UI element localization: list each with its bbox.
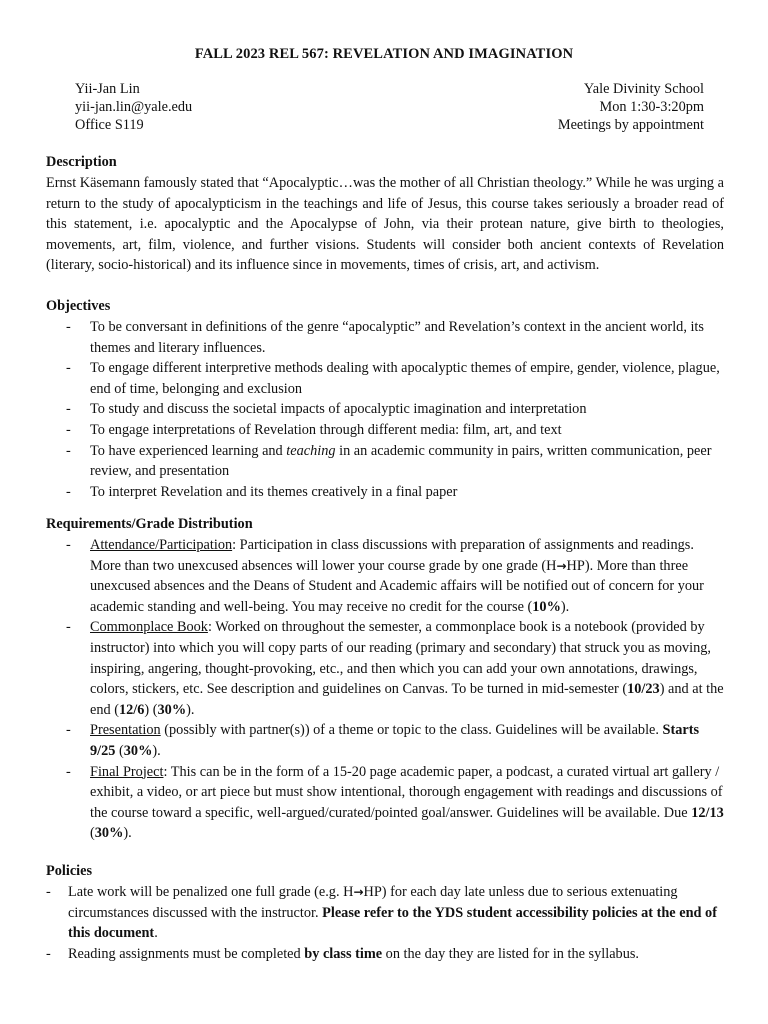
requirement-label: Presentation <box>90 722 161 739</box>
instructor-info <box>75 80 192 134</box>
school-name: Yale Divinity School <box>583 81 704 97</box>
requirement-text: ( <box>90 825 95 842</box>
requirement-text: ). <box>123 825 132 842</box>
requirements-section <box>46 514 724 844</box>
objectives-list <box>46 317 724 502</box>
requirement-text: : Worked on throughout the semester, a commonplace book is a notebook (provided by instructor) into which you will copy parts of our reading (primary and secondary) that struck you as moving, inspiring, angering, thought-provoking, etc., and then which you can add your own annotations, drawings, colors, stickers, etc. See description and guidelines on Canvas. To be turned in mid-semester ( <box>90 619 711 698</box>
description-heading: Description <box>46 154 117 170</box>
requirement-text: ). <box>152 742 161 759</box>
description-text: Ernst Käsemann famously stated that “Apocalyptic…was the mother of all Christian theology.” While he was urging a return to the study of apocalypticism in the teachings and life of Jesus, this course takes seriously a broader read of this statement, i.e. apocalyptic and the Apocalypse of John, via their protean nature, give birth to theologies, movements, art, film, violence, and further visions. Students will consider both ancient contexts of Revelation (literary, socio-historical) and its influence since in movements, times of crisis, art, and activism. <box>46 175 724 274</box>
policies-heading: Policies <box>46 863 93 879</box>
grade-weight: 10% <box>532 598 561 615</box>
objective-item: - To engage different interpretive methods dealing with apocalyptic themes of empire, gender, violence, plague, end of time, belonging and exclusion <box>46 358 724 399</box>
requirement-text: HP). More than three unexcused absences and the Deans of Student and Academic affairs will be notified out of concern for your academic standing and well-being. You may receive no credit for the course ( <box>90 557 704 615</box>
policy-text: . <box>154 925 158 942</box>
objective-text: in an academic community in pairs, written communication, peer review, and presentation <box>90 442 712 480</box>
grade-weight: 30% <box>123 742 153 759</box>
due-date: 10/23 <box>627 681 660 698</box>
requirement-label: Attendance/Participation <box>90 537 233 553</box>
course-info <box>558 80 704 134</box>
start-date: Starts 9/25 <box>90 722 700 759</box>
requirement-text: ) ( <box>144 701 158 718</box>
description-section <box>46 152 724 276</box>
requirement-label: Final Project <box>90 763 164 780</box>
objective-item: - To interpret Revelation and its themes creatively in a final paper <box>46 482 724 503</box>
requirement-final-project <box>46 762 724 844</box>
requirement-text: ). <box>560 598 570 615</box>
requirement-text: ). <box>186 701 195 718</box>
policy-text: Late work will be penalized one full grade (e.g. H <box>68 884 354 900</box>
meetings-note: Meetings by appointment <box>557 117 704 133</box>
meeting-time: Mon 1:30-3:20pm <box>599 99 704 115</box>
due-date: 12/6 <box>118 701 145 718</box>
objective-item: - To be conversant in definitions of the genre “apocalyptic” and Revelation’s context in the ancient world, its themes and literary influences. <box>46 317 724 358</box>
objectives-heading: Objectives <box>46 298 111 314</box>
policy-emphasis: by class time <box>304 945 383 962</box>
objectives-section <box>46 296 724 502</box>
requirement-attendance <box>46 535 724 617</box>
requirements-heading: Requirements/Grade Distribution <box>46 516 253 532</box>
requirement-text: : This can be in the form of a 15-20 page academic paper, a podcast, a curated virtual art gallery / exhibit, a video, or art piece but must show intentional, thorough engagement with readings and discussions of the course toward a specific, well-argued/curated/pointed goal/answer. Guidelines will be available. Due <box>90 763 723 821</box>
requirement-commonplace <box>46 617 724 720</box>
instructor-name: Yii-Jan Lin <box>75 81 140 97</box>
requirement-text: ) and at the end ( <box>90 681 724 718</box>
requirement-text: ( <box>115 742 124 759</box>
policy-emphasis: Please refer to the YDS student accessibility policies at the end of this document <box>68 904 717 942</box>
course-title: FALL 2023 REL 567: REVELATION AND IMAGINATION <box>194 46 574 62</box>
due-date: 12/13 <box>691 804 724 821</box>
objective-item: - To engage interpretations of Revelation through different media: film, art, and text <box>46 420 724 441</box>
policy-text: HP) for each day late unless due to serious extenuating circumstances discussed with the instructor. <box>68 884 678 921</box>
instructor-email: yii-jan.lin@yale.edu <box>75 99 193 115</box>
instructor-office: Office S119 <box>75 117 144 133</box>
requirement-text: : Participation in class discussions with preparation of assignments and readings. More than two unexcused absences will lower your course grade by one grade (H <box>90 537 694 574</box>
requirement-label: Commonplace Book <box>90 619 208 636</box>
policies-list <box>46 882 724 964</box>
requirement-presentation <box>46 720 724 761</box>
right-arrow-icon: → <box>353 885 364 899</box>
objective-text: To have experienced learning and <box>90 442 287 459</box>
policy-reading <box>46 944 724 965</box>
requirements-list <box>46 535 724 844</box>
right-arrow-icon: → <box>556 558 567 573</box>
objective-emphasis: teaching <box>286 442 336 459</box>
policies-section <box>46 861 724 964</box>
grade-weight: 30% <box>94 825 124 842</box>
grade-weight: 30% <box>157 701 187 718</box>
objective-item <box>46 441 724 482</box>
requirement-text: (possibly with partner(s)) of a theme or topic to the class. Guidelines will be available. <box>160 722 663 739</box>
policy-late-work <box>46 882 724 944</box>
policy-text: on the day they are listed for in the syllabus. <box>382 945 639 962</box>
objective-item: - To study and discuss the societal impacts of apocalyptic imagination and interpretation <box>46 399 724 420</box>
policy-text: Reading assignments must be completed <box>68 945 305 962</box>
